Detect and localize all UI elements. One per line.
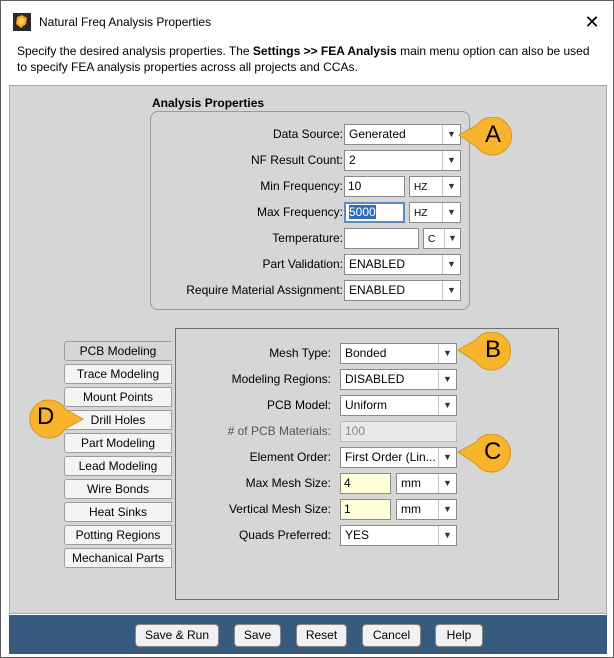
max-mesh-size-unit: mm [401, 476, 421, 490]
temperature-label: Temperature: [272, 231, 343, 245]
title-bar [1, 1, 613, 41]
vertical-mesh-size-unit-select[interactable] [396, 499, 457, 520]
pcb-materials-label: # of PCB Materials: [227, 424, 331, 438]
tab-mount-points[interactable]: Mount Points [64, 387, 172, 407]
min-frequency-unit: HZ [414, 182, 428, 193]
callout-c-label: C [484, 438, 502, 465]
analysis-properties-title: Analysis Properties [152, 96, 265, 110]
max-frequency-unit: HZ [414, 208, 428, 219]
quads-preferred-value: YES [345, 528, 370, 542]
max-mesh-size-input[interactable]: 4 [340, 473, 391, 494]
callout-a [457, 117, 517, 157]
description-text [17, 43, 597, 75]
modeling-regions-select[interactable] [340, 369, 457, 390]
element-order-label: Element Order: [249, 450, 331, 464]
chevron-down-icon: ▼ [438, 500, 456, 519]
min-frequency-label: Min Frequency: [260, 179, 343, 193]
app-icon [13, 13, 31, 31]
description-part2: main menu option can also be used to specify FEA analysis properties across all projects and CCAs. [17, 44, 590, 74]
callout-b-label: B [485, 336, 502, 363]
pcb-model-label: PCB Model: [266, 398, 331, 412]
chevron-down-icon: ▼ [442, 125, 460, 144]
nf-result-count-value: 2 [349, 153, 356, 167]
mesh-type-value: Bonded [345, 346, 387, 360]
part-validation-value: ENABLED [349, 257, 406, 271]
max-mesh-size-unit-select[interactable] [396, 473, 457, 494]
callout-b [456, 332, 516, 372]
chevron-down-icon: ▼ [438, 370, 456, 389]
element-order-select[interactable] [340, 447, 457, 468]
require-material-value: ENABLED [349, 283, 406, 297]
cancel-button[interactable]: Cancel [362, 624, 421, 647]
temperature-unit: C [428, 234, 436, 245]
mesh-type-label: Mesh Type: [269, 346, 331, 360]
chevron-down-icon: ▼ [438, 526, 456, 545]
max-frequency-label: Max Frequency: [256, 205, 343, 219]
button-bar [9, 615, 607, 654]
min-frequency-unit-select[interactable] [409, 176, 461, 197]
save-and-run-button[interactable]: Save & Run [135, 624, 219, 647]
tab-trace-modeling[interactable]: Trace Modeling [64, 364, 172, 384]
vertical-mesh-size-unit: mm [401, 502, 421, 516]
data-source-value: Generated [349, 127, 406, 141]
temperature-unit-select[interactable] [423, 228, 461, 249]
chevron-down-icon: ▼ [442, 203, 460, 222]
require-material-select[interactable] [344, 280, 461, 301]
max-frequency-value: 5000 [349, 205, 376, 219]
tab-drill-holes[interactable]: Drill Holes [64, 410, 172, 430]
temperature-input[interactable] [344, 228, 419, 249]
data-source-select[interactable] [344, 124, 461, 145]
mesh-type-select[interactable] [340, 343, 457, 364]
chevron-down-icon: ▼ [438, 396, 456, 415]
description-bold: Settings >> FEA Analysis [252, 44, 397, 58]
callout-c [456, 434, 516, 474]
window-title: Natural Freq Analysis Properties [39, 15, 212, 29]
close-icon[interactable]: ✕ [584, 12, 600, 32]
pcb-model-select[interactable] [340, 395, 457, 416]
part-validation-select[interactable] [344, 254, 461, 275]
part-validation-label: Part Validation: [262, 257, 343, 271]
max-frequency-unit-select[interactable] [409, 202, 461, 223]
element-order-value: First Order (Lin... [345, 450, 436, 464]
tab-wire-bonds[interactable]: Wire Bonds [64, 479, 172, 499]
chevron-down-icon: ▼ [442, 255, 460, 274]
require-material-label: Require Material Assignment: [186, 283, 343, 297]
chevron-down-icon: ▼ [438, 344, 456, 363]
chevron-down-icon: ▼ [444, 229, 460, 248]
quads-preferred-select[interactable] [340, 525, 457, 546]
chevron-down-icon: ▼ [438, 448, 456, 467]
chevron-down-icon: ▼ [442, 151, 460, 170]
modeling-regions-value: DISABLED [345, 372, 405, 386]
max-frequency-input[interactable] [344, 202, 405, 223]
modeling-regions-label: Modeling Regions: [231, 372, 331, 386]
tab-pcb-modeling[interactable]: PCB Modeling [64, 341, 172, 361]
chevron-down-icon: ▼ [438, 474, 456, 493]
description-part1: Specify the desired analysis properties. The [17, 44, 253, 58]
quads-preferred-label: Quads Preferred: [238, 528, 331, 542]
max-mesh-size-label: Max Mesh Size: [245, 476, 331, 490]
tab-heat-sinks[interactable]: Heat Sinks [64, 502, 172, 522]
nf-result-count-select[interactable] [344, 150, 461, 171]
pcb-materials-field: 100 [340, 421, 457, 442]
analysis-properties-panel [150, 111, 470, 310]
save-button[interactable]: Save [234, 624, 281, 647]
tab-mechanical-parts[interactable]: Mechanical Parts [64, 548, 172, 568]
chevron-down-icon: ▼ [442, 281, 460, 300]
chevron-down-icon: ▼ [442, 177, 460, 196]
tab-potting-regions[interactable]: Potting Regions [64, 525, 172, 545]
pcb-model-value: Uniform [345, 398, 388, 412]
data-source-label: Data Source: [272, 127, 343, 141]
nf-result-count-label: NF Result Count: [250, 153, 343, 167]
reset-button[interactable]: Reset [296, 624, 347, 647]
tab-part-modeling[interactable]: Part Modeling [64, 433, 172, 453]
callout-d-label: D [37, 403, 55, 430]
callout-a-label: A [485, 121, 502, 148]
min-frequency-input[interactable]: 10 [344, 176, 405, 197]
callout-d [21, 399, 85, 439]
vertical-mesh-size-input[interactable]: 1 [340, 499, 391, 520]
tab-lead-modeling[interactable]: Lead Modeling [64, 456, 172, 476]
help-button[interactable]: Help [435, 624, 483, 647]
vertical-mesh-size-label: Vertical Mesh Size: [228, 502, 331, 516]
